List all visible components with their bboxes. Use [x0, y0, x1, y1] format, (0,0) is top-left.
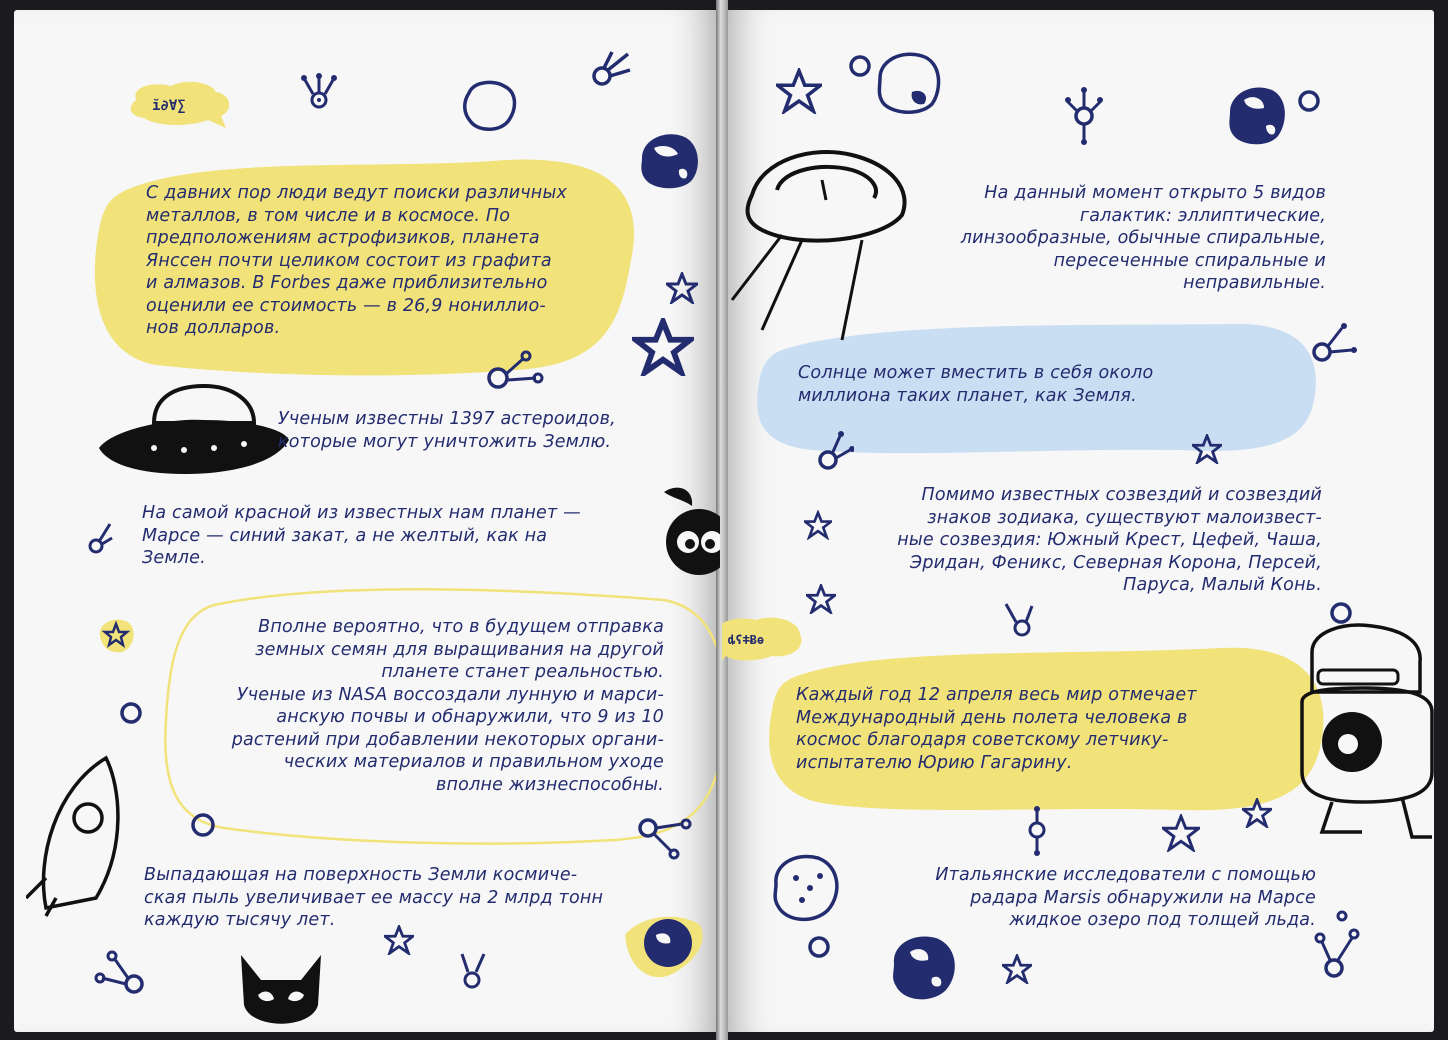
fact-text-janssen: С давних пор люди ведут поиски различных металлов, в том числе и в космосе. По предположениям астрофизиков, планета Янссен почти целиком состоит из графита и алмазов. В Forbes даже приблизительно оценили ее стоимость — в 26,9 нониллио- нов долларов.	[146, 183, 568, 338]
antenna-icon	[632, 810, 692, 860]
star-icon	[776, 68, 822, 114]
ufo-icon	[722, 140, 932, 360]
star-icon	[666, 272, 698, 304]
rocket-icon	[26, 748, 136, 918]
comet-icon	[1242, 798, 1272, 828]
ring-icon	[846, 52, 874, 80]
antenna-icon	[299, 70, 339, 115]
fact-text-cosmic-dust: Выпадающая на поверхность Земли космиче- ская пыль увеличивает ее массу на 2 млрд тонн каждую тысячу лет.	[144, 865, 604, 930]
robot-icon	[1292, 622, 1434, 852]
right-page	[722, 10, 1434, 1032]
fact-text-asteroids: Ученым известны 1397 астероидов, которые могут уничтожить Землю.	[278, 409, 616, 452]
antenna-icon	[1064, 80, 1104, 150]
speech-bubble-icon	[126, 80, 236, 130]
star-icon	[1192, 434, 1222, 464]
antenna-icon	[484, 348, 544, 393]
antenna-icon	[814, 428, 854, 478]
ring-icon	[188, 810, 218, 840]
star-icon	[806, 584, 836, 614]
svg-text:ȡʕǂɃɵ: ȡʕǂɃɵ	[728, 633, 765, 647]
left-page	[14, 10, 720, 1032]
antenna-icon	[1312, 908, 1362, 988]
star-icon	[632, 318, 694, 376]
cat-icon	[236, 945, 326, 1032]
speech-bubble-icon	[722, 614, 808, 674]
comet-icon	[584, 48, 634, 93]
asteroid-icon	[884, 928, 964, 1008]
ufo-icon	[94, 378, 294, 478]
comet-icon	[454, 950, 494, 995]
star-icon	[1002, 954, 1032, 984]
fact-text-galaxies: На данный момент открыто 5 видов галактик: эллиптические, линзообразные, обычные спиральные, пересеченные спиральные и неправильные.	[960, 183, 1326, 293]
monster-icon	[654, 472, 720, 582]
star-icon	[804, 510, 832, 540]
ring-icon	[1296, 88, 1322, 114]
asteroid-icon	[459, 78, 519, 133]
svg-text:ĭ∂Ɐ∑: ĭ∂Ɐ∑	[152, 98, 186, 114]
fact-text-gagarin: Каждый год 12 апреля весь мир отмечает Международный день полета человека в космос благодаря советскому летчику- испытателю Юрию Гагарину.	[796, 685, 1197, 773]
fact-text-seeds: Вполне вероятно, что в будущем отправка земных семян для выращивания на другой планете станет реальностью. Ученые из NASA воссоздали лунную и марси- анскую почвы и обнаружили, что 9 из 10 растений при добавлении некоторых органи- ческих материалов и правильном уходе вполне жизнеспособны.	[231, 617, 664, 795]
asteroid-icon	[766, 848, 846, 928]
comet-icon	[1002, 598, 1038, 642]
antenna-icon	[1024, 806, 1050, 856]
ring-icon	[806, 934, 832, 960]
fact-text-sun: Солнце может вместить в себя около миллиона таких планет, как Земля.	[798, 363, 1154, 406]
fact-text-mars-sunset: На самой красной из известных нам планет — Марсе — синий закат, а не желтый, как на Земле.	[142, 503, 581, 568]
antenna-icon	[94, 948, 154, 998]
star-icon	[1162, 814, 1200, 852]
asteroid-icon	[872, 48, 946, 118]
ring-icon	[118, 700, 144, 726]
fact-text-constellations: Помимо известных созвездий и созвездий знаков зодиака, существуют малоизвест- ные созвездия: Южный Крест, Цефей, Чаша, Эридан, Феникс, Северная Корона, Персей, Паруса, Малый Конь.	[897, 485, 1322, 595]
asteroid-icon	[1222, 80, 1292, 150]
antenna-icon	[1308, 320, 1358, 370]
asteroid-icon	[620, 905, 710, 985]
comet-icon	[84, 518, 114, 558]
asteroid-icon	[634, 128, 704, 193]
star-icon	[96, 616, 136, 654]
fact-text-marsis: Итальянские исследователи с помощью радара Marsis обнаружили на Марсе жидкое озеро под толщей льда.	[935, 865, 1316, 930]
